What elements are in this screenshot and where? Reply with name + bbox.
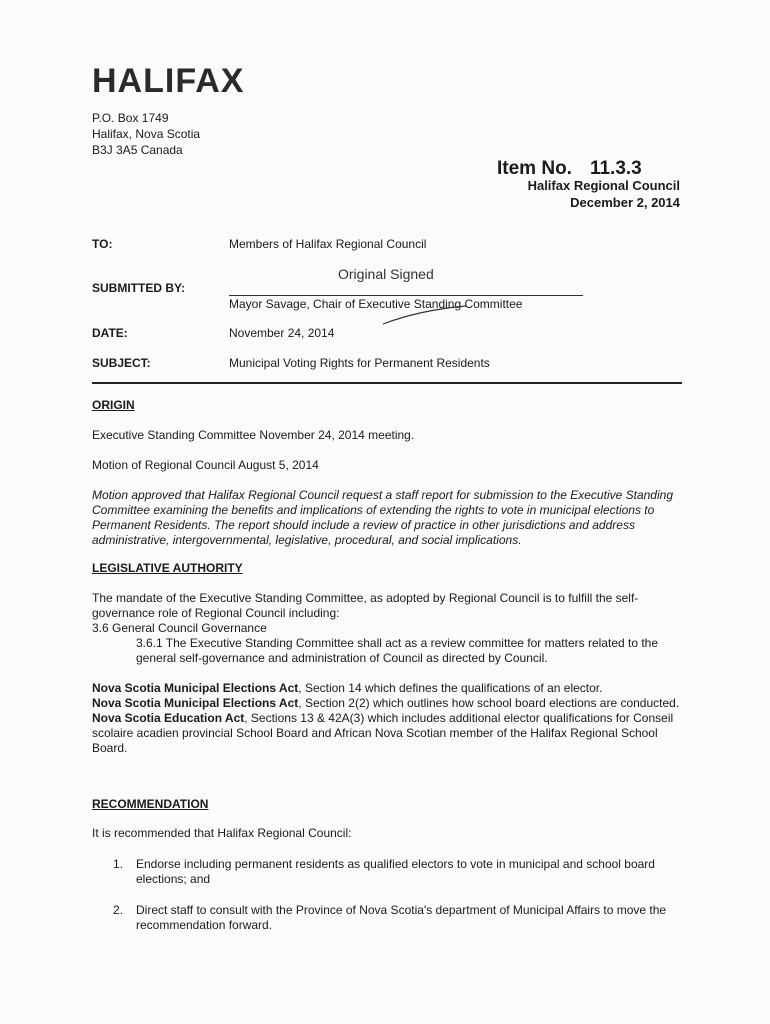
- legislative-p3: 3.6.1 The Executive Standing Committee shall act as a review committee for matters related to the general self-governance and administration of Council as directed by Council.: [136, 636, 659, 665]
- meeting-date: December 2, 2014: [570, 195, 680, 210]
- council-block: [528, 177, 680, 211]
- recommendation-heading: RECOMMENDATION: [92, 797, 209, 811]
- legislative-p2: 3.6 General Council Governance: [92, 621, 267, 635]
- subject-value: Municipal Voting Rights for Permanent Residents: [229, 356, 490, 370]
- origin-motion: Motion approved that Halifax Regional Council request a staff report for submission to the Executive Standing Committee examining the benefits and implications of extending the rights to vote in municipal elections to Permanent Residents. The report should include a review of practice in other jurisdictions and address administrative, intergovernmental, legislative, procedural, and social implications.: [92, 488, 673, 547]
- act-name: Nova Scotia Municipal Elections Act: [92, 681, 299, 695]
- act-entry: [92, 696, 682, 711]
- signature-line: [229, 295, 583, 296]
- to-label: TO:: [92, 237, 113, 251]
- subject-label: SUBJECT:: [92, 356, 151, 370]
- origin-p1: Executive Standing Committee November 24, 2014 meeting.: [92, 428, 415, 442]
- item-value: 11.3.3: [589, 158, 642, 179]
- address-line: Halifax, Nova Scotia: [92, 127, 201, 141]
- signature: Original Signed: [338, 266, 434, 282]
- divider: [92, 382, 682, 384]
- acts-block: [92, 681, 682, 756]
- act-name: Nova Scotia Municipal Elections Act: [92, 696, 299, 710]
- to-value: Members of Halifax Regional Council: [229, 237, 427, 251]
- submitted-label: SUBMITTED BY:: [92, 281, 186, 295]
- act-text: , Section 14 which defines the qualifications of an elector.: [298, 681, 603, 695]
- council-name: Halifax Regional Council: [527, 178, 680, 193]
- act-entry: [92, 711, 682, 756]
- address-line: P.O. Box 1749: [92, 111, 169, 125]
- rec-text: Endorse including permanent residents as qualified electors to vote in municipal and school board elections; and: [136, 857, 655, 886]
- date-value: November 24, 2014: [229, 326, 335, 340]
- rec-number: 1.: [113, 857, 124, 871]
- origin-p2: Motion of Regional Council August 5, 2014: [92, 458, 319, 472]
- address-line: B3J 3A5 Canada: [92, 143, 183, 157]
- date-label: DATE:: [92, 326, 128, 340]
- legislative-heading: LEGISLATIVE AUTHORITY: [92, 561, 243, 575]
- act-entry: [92, 681, 682, 696]
- legislative-p1: The mandate of the Executive Standing Committee, as adopted by Regional Council is to fulfill the self-governance role of Regional Council including:: [92, 591, 639, 620]
- address-block: [92, 110, 200, 158]
- halifax-logo: HALIFAX: [92, 62, 245, 100]
- recommendation-intro: It is recommended that Halifax Regional Council:: [92, 826, 352, 840]
- rec-number: 2.: [113, 903, 124, 917]
- act-name: Nova Scotia Education Act: [92, 711, 245, 725]
- origin-heading: ORIGIN: [92, 398, 135, 412]
- submitted-value: Mayor Savage, Chair of Executive Standing Committee: [229, 297, 523, 311]
- act-text: , Section 2(2) which outlines how school board elections are conducted.: [298, 696, 680, 710]
- act-text: , Sections 13 & 42A(3) which includes additional elector qualifications for Conseil scolaire acadien provincial School Board and African Nova Scotian member of the Halifax Regional School Board.: [92, 711, 674, 755]
- signature-stroke: [380, 302, 470, 328]
- rec-text: Direct staff to consult with the Province of Nova Scotia's department of Municipal Affairs to move the recommendation forward.: [136, 903, 667, 932]
- item-label: Item No.: [497, 158, 572, 179]
